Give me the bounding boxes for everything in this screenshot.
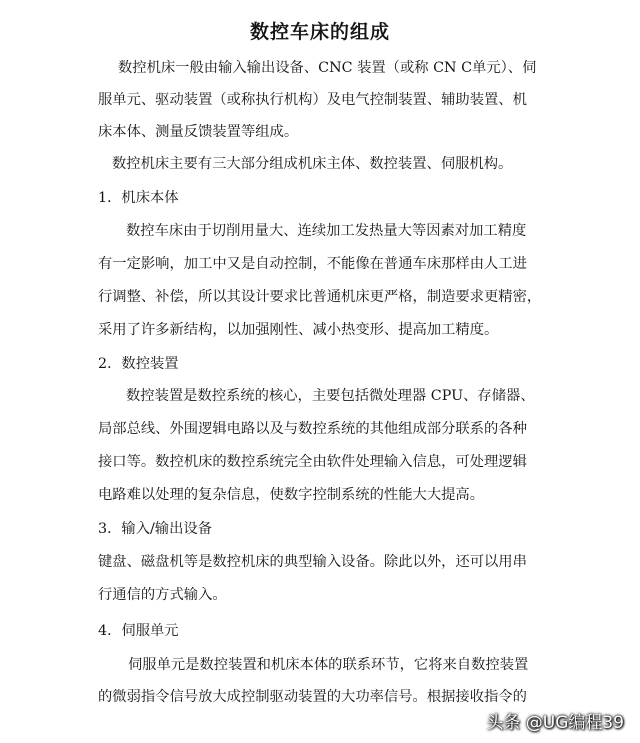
main-parts-line: 数控机床主要有三大部分组成机床主体、数控装置、伺服机构。 [112,156,513,172]
section-4-heading: 4．伺服单元 [98,623,179,639]
section-3-line-1: 键盘、磁盘机等是数控机床的典型输入设备。除此以外，还可以用串 [98,554,527,570]
section-2-line-3: 接口等。数控机床的数控系统完全由软件处理输入信息，可处理逻辑 [98,454,527,470]
section-2-heading: 2．数控装置 [98,356,179,372]
section-2-line-4: 电路难以处理的复杂信息，使数字控制系统的性能大大提高。 [98,487,485,503]
section-3-heading: 3．输入/输出设备 [98,521,212,537]
section-1-line-1: 数控车床由于切削用量大、连续加工发热量大等因素对加工精度 [126,223,527,239]
watermark-text: 头条 @UG编程39 [486,713,624,733]
intro-line-3: 床本体、测量反馈装置等组成。 [98,124,299,140]
section-2-line-2: 局部总线、外围逻辑电路以及与数控系统的其他组成部分联系的各种 [98,421,527,437]
section-1-line-3: 行调整、补偿，所以其设计要求比普通机床更严格，制造要求更精密， [98,289,542,305]
section-3-line-2: 行通信的方式输入。 [98,587,227,603]
section-1-line-4: 采用了许多新结构，以加强刚性、减小热变形、提高加工精度。 [98,322,499,338]
intro-line-2: 服单元、驱动装置（或称执行机构）及电气控制装置、辅助装置、机 [98,92,527,108]
intro-line-1: 数控机床一般由输入输出设备、CNC 装置（或称 CN C单元）、伺 [118,60,537,76]
document-title: 数控车床的组成 [249,21,390,43]
section-1-line-2: 有一定影响，加工中又是自动控制，不能像在普通车床那样由人工进 [98,256,527,272]
section-4-line-2: 的微弱指令信号放大成控制驱动装置的大功率信号。根据接收指令的 [98,689,527,705]
section-2-line-1: 数控装置是数控系统的核心，主要包括微处理器 CPU、存储器、 [126,388,535,404]
section-1-heading: 1．机床本体 [98,190,179,206]
section-4-line-1: 伺服单元是数控装置和机床本体的联系环节，它将来自数控装置 [128,657,529,673]
